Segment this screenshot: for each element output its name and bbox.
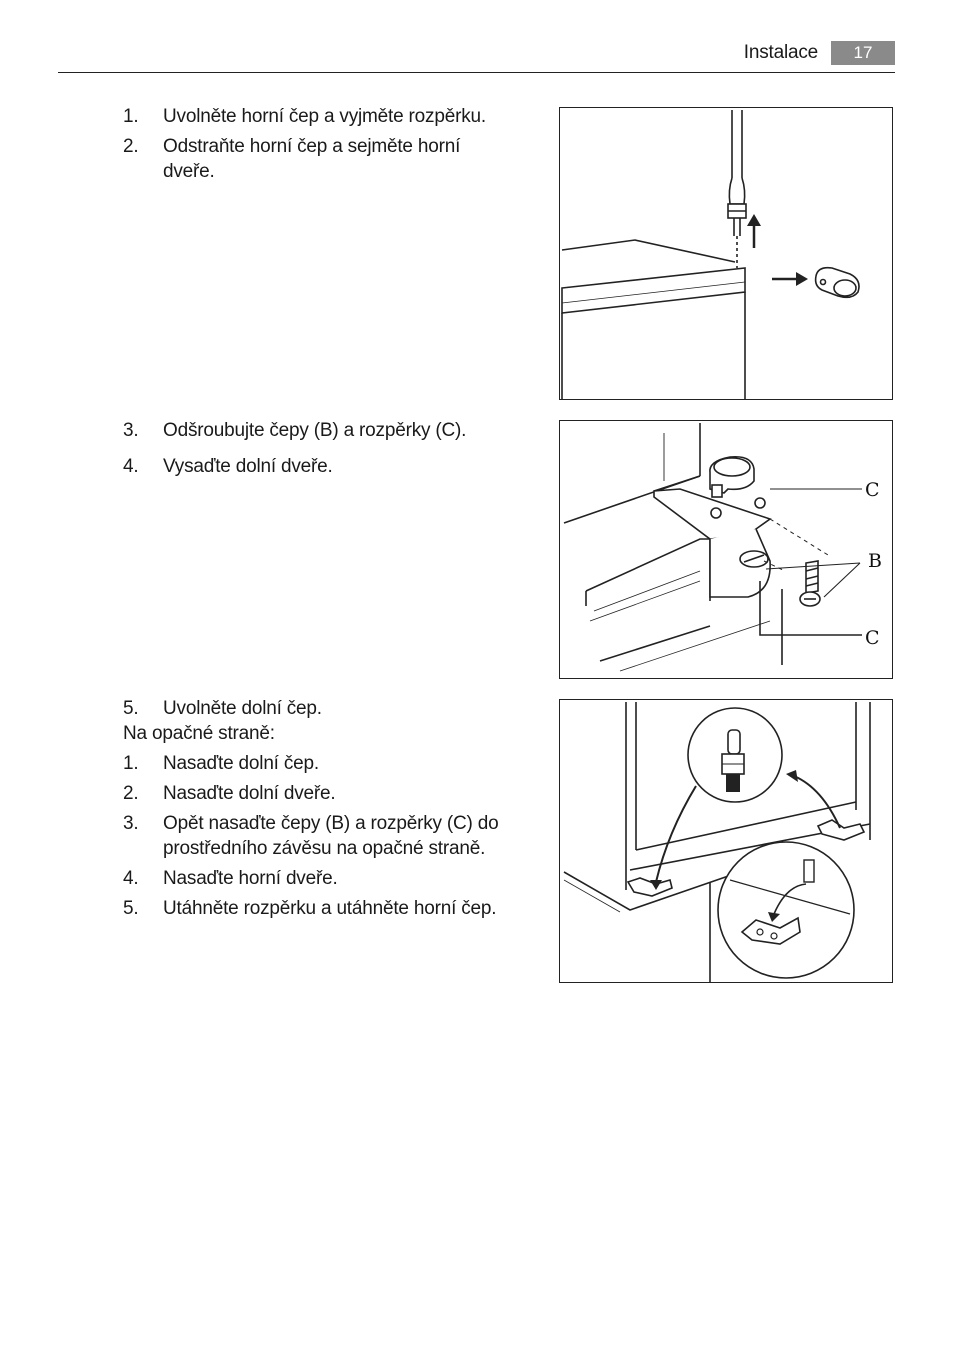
step-text: Uvolněte horní čep a vyjměte rozpěrku. <box>163 106 486 127</box>
figure-middle-hinge <box>559 420 893 679</box>
step-number: 4. <box>123 868 139 889</box>
label-c-bottom: C <box>865 627 880 649</box>
step-number: 5. <box>123 698 139 719</box>
page-header <box>58 40 895 73</box>
step-item <box>123 751 523 776</box>
zoom-pin-detail <box>688 708 782 802</box>
step-number: 2. <box>123 783 139 804</box>
subheading: Na opačné straně: <box>123 723 275 744</box>
section-title: Instalace <box>743 42 818 63</box>
label-c-top: C <box>865 479 880 501</box>
step-number: 1. <box>123 106 139 127</box>
step-number: 1. <box>123 753 139 774</box>
step-text: Vysaďte dolní dveře. <box>163 456 333 477</box>
step-item <box>123 896 523 921</box>
step-item <box>123 454 523 479</box>
step-text: Utáhněte rozpěrku a utáhněte horní čep. <box>163 898 497 919</box>
step-text: Uvolněte dolní čep. <box>163 698 322 719</box>
step-item <box>123 696 523 721</box>
up-arrow-icon <box>747 214 761 248</box>
step-item <box>123 811 523 861</box>
middle-hinge-illustration <box>560 421 892 678</box>
step-text: Nasaďte dolní čep. <box>163 753 319 774</box>
step-number: 3. <box>123 813 139 834</box>
label-b: B <box>868 550 882 572</box>
steps-block-3 <box>123 696 523 926</box>
zoom-bracket-detail <box>718 842 854 978</box>
steps-block-2 <box>123 418 523 484</box>
step-text: Odšroubujte čepy (B) a rozpěrky (C). <box>163 420 467 441</box>
steps-block-1 <box>123 104 523 189</box>
hinge-removal-illustration <box>560 108 892 399</box>
figure-top-hinge-removal <box>559 107 893 400</box>
step-item <box>123 418 523 443</box>
step-number: 3. <box>123 420 139 441</box>
step-item <box>123 866 523 891</box>
step-text: Odstraňte horní čep a sejměte horní dveře. <box>163 136 461 182</box>
step-number: 2. <box>123 136 139 157</box>
step-number: 4. <box>123 456 139 477</box>
step-item <box>123 781 523 806</box>
right-arrow-icon <box>772 272 808 286</box>
step-number: 5. <box>123 898 139 919</box>
step-item <box>123 104 523 129</box>
spacer-part-icon <box>816 268 859 298</box>
figure-bottom-hinge <box>559 699 893 983</box>
step-text: Nasaďte horní dveře. <box>163 868 338 889</box>
bottom-hinge-illustration <box>560 700 892 982</box>
step-item <box>123 134 523 184</box>
page-number: 17 <box>831 41 895 65</box>
step-text: Opět nasaďte čepy (B) a rozpěrky (C) do prostředního závěsu na opačné straně. <box>163 813 499 859</box>
step-text: Nasaďte dolní dveře. <box>163 783 336 804</box>
